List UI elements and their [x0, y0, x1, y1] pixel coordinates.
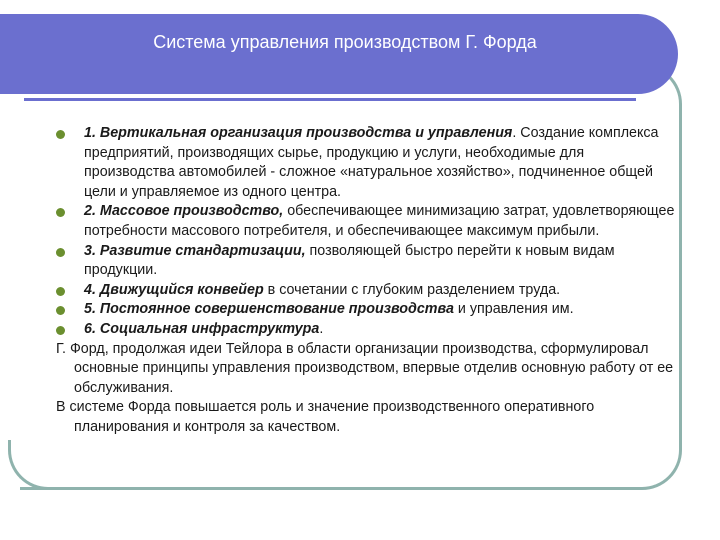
- list-item: [56, 202, 678, 241]
- bullet-icon: [56, 326, 65, 335]
- bullet-icon: [56, 287, 65, 296]
- bullet-icon: [56, 306, 65, 315]
- bullet-text: и управления им.: [453, 301, 574, 318]
- bullet-lead: 2. Массовое производство,: [84, 203, 284, 220]
- bullet-lead: 5. Постоянное совершенствование производства: [84, 301, 454, 318]
- bullet-text: в сочетании с глубоким разделением труда.: [263, 281, 561, 298]
- bullet-lead: 1. Вертикальная организация производства и управления: [84, 125, 513, 141]
- bullet-icon: [56, 248, 65, 257]
- bullet-icon: [56, 208, 65, 217]
- bullet-icon: [56, 130, 65, 139]
- bullet-text: обеспечивающее минимизацию затрат, удовлетворяющее потребности массового потребителя, и обеспечивающее максимум прибыли.: [84, 203, 675, 239]
- paragraph: В системе Форда повышается роль и значение производственного оперативного планирования и контроля за качеством.: [56, 399, 595, 435]
- bullet-text: . Создание комплекса предприятий, производящих сырье, продукцию и услуги, необходимые для производства автомобилей - сложное «натуральное хозяйство», подчиненное общей цели и управляемое из одного центра.: [84, 125, 659, 200]
- list-item: [56, 300, 678, 320]
- paragraph: Г. Форд, продолжая идеи Тейлора в области организации производства, сформулировал основные принципы управления производством, впервые отделив основную работу от ее обслуживания.: [56, 340, 674, 396]
- title-underline: [24, 98, 636, 101]
- bullet-lead: 4. Движущийся конвейер: [84, 281, 264, 298]
- header-band: [0, 14, 678, 94]
- frame-corner: [8, 440, 68, 490]
- slide-body: [56, 124, 678, 438]
- bullet-text: позволяющей быстро перейти к новым видам продукции.: [84, 242, 615, 279]
- list-item: [56, 124, 678, 202]
- list-item: [56, 281, 678, 301]
- bullet-text: .: [319, 320, 324, 337]
- list-item: [56, 242, 678, 281]
- list-item: [56, 320, 678, 340]
- bullet-lead: 3. Развитие стандартизации,: [84, 242, 306, 259]
- bullet-lead: 6. Социальная инфраструктура: [84, 320, 320, 337]
- slide-title: Система управления производством Г. Форда: [153, 32, 537, 52]
